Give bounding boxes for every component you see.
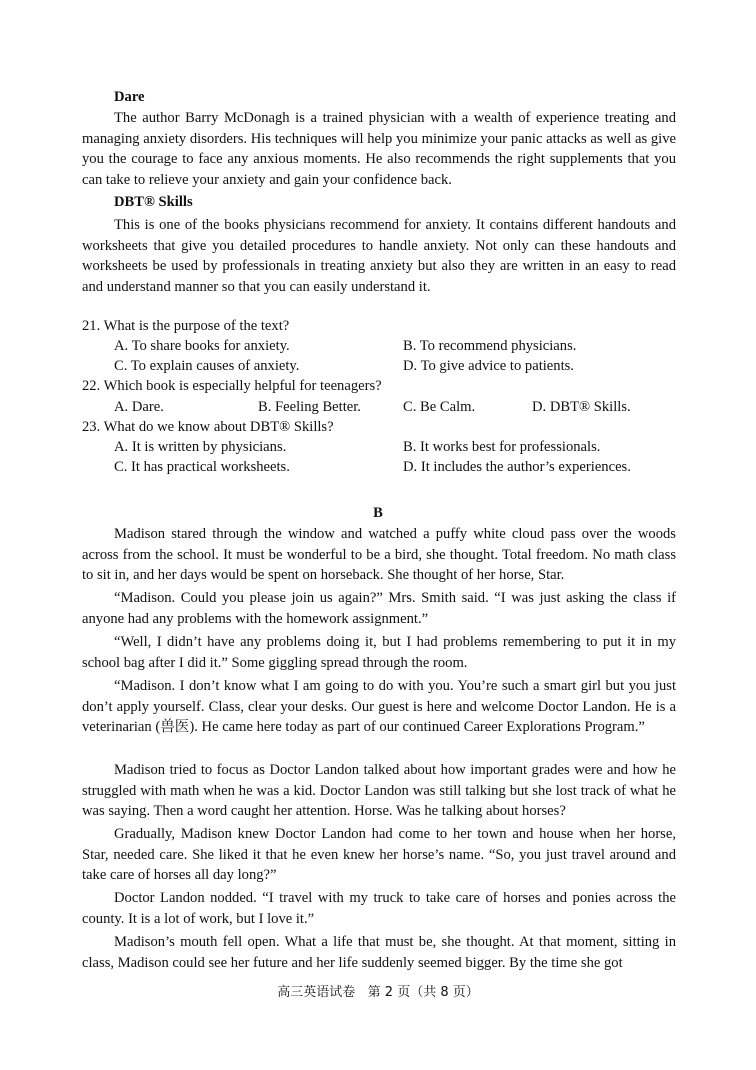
story-paragraph: Doctor Landon nodded. “I travel with my truck to take care of horses and ponies across the county. It is a lot of work, but I love it.” bbox=[82, 890, 676, 927]
story-paragraph: “Well, I didn’t have any problems doing it, but I had problems remembering to put it in my school bag after I did it.” Some giggling spread through the room. bbox=[82, 634, 676, 671]
question-23-option-d: D. It includes the author’s experiences. bbox=[403, 459, 631, 475]
book-title-dare: Dare bbox=[114, 89, 145, 105]
section-b-heading: B bbox=[373, 505, 383, 521]
question-21-option-b: B. To recommend physicians. bbox=[403, 338, 577, 354]
book-title-dbt-skills: DBT® Skills bbox=[114, 194, 193, 210]
story-paragraph: Madison tried to focus as Doctor Landon talked about how important grades were and how he struggled with math when he was a kid. Doctor Landon was still talking but she lost track of what he was saying. Then a word caught her attention. Horse. Was he talking about horses? bbox=[82, 762, 676, 820]
story-paragraph: Madison stared through the window and watched a puffy white cloud pass over the woods across from the school. It must be wonderful to be a bird, she thought. Total freedom. No math class to sit in, and her days would be spent on horseback. She thought of her horse, Star. bbox=[82, 526, 676, 584]
story-paragraph: Gradually, Madison knew Doctor Landon had come to her town and house when her horse, Star, needed care. She liked it that he even knew her horse’s name. “So, you just travel around and take care of horses all day long?” bbox=[82, 826, 676, 884]
question-23-stem: 23. What do we know about DBT® Skills? bbox=[82, 419, 334, 435]
question-21-option-c: C. To explain causes of anxiety. bbox=[114, 358, 300, 374]
story-paragraph: “Madison. I don’t know what I am going to do with you. You’re such a smart girl but you just don’t apply yourself. Class, clear your desks. Our guest is here and welcome Doctor Landon. He is a veterinarian (兽医). He came here today as part of our continued Career Explorations Program.” bbox=[82, 678, 676, 736]
story-paragraph: “Madison. Could you please join us again?” Mrs. Smith said. “I was just asking the class if anyone had any problems with the homework assignment.” bbox=[82, 590, 676, 627]
question-22-stem: 22. Which book is especially helpful for teenagers? bbox=[82, 378, 382, 394]
question-22-option-c: C. Be Calm. bbox=[403, 399, 476, 415]
question-22-option-b: B. Feeling Better. bbox=[258, 399, 361, 415]
question-23-option-c: C. It has practical worksheets. bbox=[114, 459, 290, 475]
question-21-stem: 21. What is the purpose of the text? bbox=[82, 318, 290, 334]
book-description-dbt-skills: This is one of the books physicians recommend for anxiety. It contains different handouts and worksheets that give you detailed procedures to handle anxiety. Not only can these handouts and worksheets be used by professionals in treating anxiety but also they are written in an easy to read and understand manner so that you can easily understand it. bbox=[82, 217, 676, 295]
question-23-option-a: A. It is written by physicians. bbox=[114, 439, 287, 455]
question-21-option-d: D. To give advice to patients. bbox=[403, 358, 574, 374]
question-21-option-a: A. To share books for anxiety. bbox=[114, 338, 290, 354]
book-description-dare: The author Barry McDonagh is a trained physician with a wealth of experience treating and managing anxiety disorders. His techniques will help you minimize your panic attacks as well as give you the courage to face any anxious moments. He also recommends the right supplements that you can take to relieve your anxiety and gain your confidence back. bbox=[82, 110, 676, 188]
page-footer: 高三英语试卷 第 2 页（共 8 页） bbox=[277, 985, 479, 1000]
story-paragraph: Madison’s mouth fell open. What a life that must be, she thought. At that moment, sitting in class, Madison could see her future and her life suddenly seemed bigger. By the time she got bbox=[82, 934, 676, 971]
question-22-option-d: D. DBT® Skills. bbox=[532, 399, 631, 415]
question-22-option-a: A. Dare. bbox=[114, 399, 164, 415]
question-23-option-b: B. It works best for professionals. bbox=[403, 439, 601, 455]
